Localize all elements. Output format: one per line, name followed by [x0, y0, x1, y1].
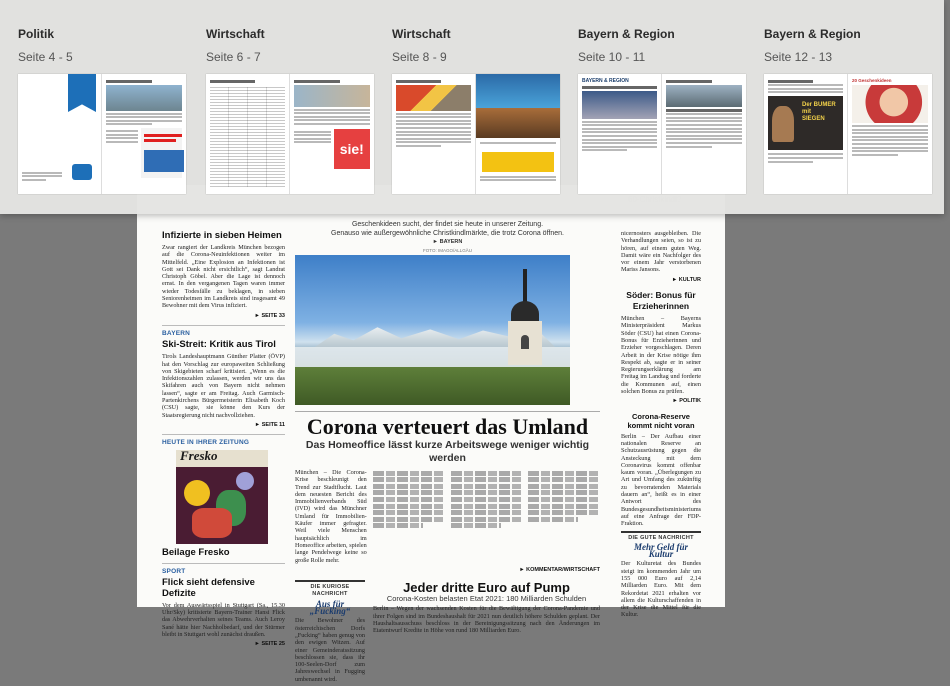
kurios-text: Die Bewohner des österreichischen Dorfs „Fucking“ haben genug von den ewigen Witzen. Auf einer Gemeinderatssitzung beschlossen sie, dass ihr 100-Seelen-Dorf zum Jahreswechsel in Fugging umbenannt wird. — [295, 617, 365, 683]
thumbnail-pages: Seite 10 - 11 — [578, 50, 646, 64]
thumbnail-image[interactable] — [18, 74, 186, 194]
thumbnail-image[interactable] — [392, 74, 560, 194]
main-subhead: Das Homeoffice lässt kurze Arbeitswege weniger wichtig werden — [305, 439, 590, 464]
thumb-bumer-line1: Der BUMER — [802, 102, 836, 109]
bayern-label: BAYERN — [162, 329, 191, 337]
ski-headline: Ski-Streit: Kritik aus Tirol — [162, 339, 276, 351]
right-column — [621, 230, 701, 622]
fresko-caption: Beilage Fresko — [162, 546, 230, 558]
thumbnail-title: Bayern & Region — [764, 27, 861, 41]
newspaper-page — [137, 185, 725, 683]
soeder-headline: Söder: Bonus für Erzieherinnen — [626, 290, 696, 312]
thumbnail-pages: Seite 12 - 13 — [764, 50, 833, 64]
reserve-headline: Corona-Reserve kommt nicht voran — [627, 411, 695, 430]
kultur-text: nicernosters ausgebleiben. Die Verhandlungen seien, so ist zu hören, auf einem guten Weg. Damit wäre ein Nachfolger des vor einem Jahr verstorbenen Mariss Jansons. — [621, 230, 701, 274]
thumbnail-bayern-12-13[interactable] — [764, 0, 950, 214]
thumbnail-title: Wirtschaft — [392, 27, 451, 41]
chapel-photo — [295, 255, 570, 405]
soeder-text: München – Bayerns Ministerpräsident Markus Söder (CSU) hat einen Corona-Bonus für Erzieherinnen und Erzieher vorgeschlagen. Deren Arbeit in der Krise nötige ihm Respekt ab, sagte er in seiner Regierungserklärung am Freitag im Landtag und forderte die Kommunen auf, einen solchen Bonus zu prüfen. — [621, 315, 701, 396]
thumb-right-badge: 20 Geschenkideen — [852, 78, 892, 83]
thumbnail-pages: Seite 6 - 7 — [206, 50, 261, 64]
caption-ref: BAYERN — [439, 239, 463, 245]
caption-line-2: Genauso wie außergewöhnliche Christkindlmärkte, die trotz Corona öffnen. — [331, 229, 564, 237]
center-column: Geschenkideen sucht, der findet sie heute in unserer Zeitung. Genauso wie außergewöhnliche Christkindlmärkte, die trotz Corona öffnen. ► BAYERN FOTO: IMAGO/ALLGÄU Corona verteuert das Umland Das Homeoffice lässt kurze Arbeitswege weniger wichtig werden München – Die Corona-Krise beschleunigt den Trend zur Stadtflucht. Laut dem neuesten Bericht des Immobilienverbands Süd (IVD) wird das Münchner Umland für Immobilien-Käufer immer gefragter. Weil viele Menschen hauptsächlich im Homeoffice arbeiten, spielen lange Pendelwege keine so große Rolle mehr. ► KOMMENTAR/WIRTSCHAFT DIE KURIOSE NACHRICHT Aus für „Fucking“ Die Bewohner des österreichischen Dorfs „Fucking“ haben genug von den ewigen Witzen. Auf einer Gemeinderatssitzung beschlossen sie, dass ihr 100-Seelen-Dorf zum Jahreswechsel in Fugging umbenannt wird. Jeder dritte Euro auf Pump Corona-Kosten belasten Etat 2021: 180 Milliarden Schulden Berlin – Wegen der wachsenden Kosten für die Bewältigung der Corona-Pandemie und ihrer Folgen sind im Bundeshaushalt für 2021 nun deutlich höhere Schulden geplant. Der Haushaltsausschuss beschloss in der Bereinigungssitzung nach den Änderungen im Etatentwurf Kredite in Höhe von rund 180 Milliarden Euro. — [295, 221, 600, 683]
kurios-title: Aus für „Fucking“ — [309, 598, 351, 617]
thumbnail-title: Politik — [18, 27, 55, 41]
ski-ref: ► SEITE 11 — [254, 421, 285, 428]
thumbnail-politik[interactable] — [18, 0, 204, 214]
thumbnail-pages: Seite 4 - 5 — [18, 50, 73, 64]
flick-ref: ► SEITE 25 — [254, 641, 285, 648]
heute-label: HEUTE IN IHRER ZEITUNG — [162, 439, 250, 447]
gute-text: Der Kulturetat des Bundes steigt im kommenden Jahr um 155 000 Euro auf 2,14 Milliarden Euro. Mit dem Rekordetat 2021 erhalten vor allem die Kulturschaffenden in der Krise die Mittel für die Kultur. — [621, 560, 701, 619]
kurios-label: DIE KURIOSE NACHRICHT — [295, 580, 365, 599]
thumb-bumer-line2: mit — [802, 109, 811, 116]
fresko-image — [176, 447, 268, 544]
left-column — [162, 230, 285, 649]
reserve-text: Berlin – Der Aufbau einer nationalen Reserve an Schutzausrüstung gegen die Ansteckung mit dem Coronavirus kommt offenbar kaum voran. „Überlegungen zu Art und Umfang des zukünftig zu bevorratenden Materials dauern an“, heißt es in einer Antwort des Bundesgesundheitsministeriums auf eine Anfrage der FDP-Fraktion. — [621, 432, 702, 528]
thumb-bayern-header: BAYERN & REGION — [582, 78, 629, 84]
thumbnail-title: Wirtschaft — [206, 27, 265, 41]
sport-label: SPORT — [162, 567, 186, 575]
thumbnail-wirtschaft-8-9[interactable] — [392, 0, 578, 214]
flick-headline: Flick sieht defensive Defizite — [162, 576, 255, 599]
main-body-text: München – Die Corona-Krise beschleunigt den Trend zur Stadtflucht. Laut dem neuesten Bericht des Immobilienverbands Süd (IVD) wird das Münchner Umland für Immobilien-Käufer immer gefragter. Weil viele Menschen hauptsächlich im Homeoffice arbeiten, spielen lange Pendelwege keine so große Rolle mehr. — [295, 469, 367, 564]
thumbnail-image[interactable] — [764, 74, 932, 194]
thumbnail-title: Bayern & Region — [578, 27, 675, 41]
thumbnail-pages: Seite 8 - 9 — [392, 50, 447, 64]
gute-label: DIE GUTE NACHRICHT — [621, 531, 701, 542]
thumb-bumer-line3: SIEGEN — [802, 116, 825, 123]
ski-text: Tirols Landeshauptmann Günther Platter (ÖVP) hat den Vorschlag zur europaweiten Schließung von Skigebieten scharf kritisiert. „Wenn es die Infektionszahlen zulassen, werden wir uns das Skifahren auch von Bayern nicht nehmen lassen“, sagte er am Freitag. Auch Garmisch-Partenkirchens Bürgermeisterin Elisabeth Koch (CSU) sagte, sie könne den Kurs der Staatsregierung nicht nachvollziehen. — [162, 353, 285, 419]
heimen-text: Zwar rangiert der Landkreis München bezogen auf die Corona-Neuinfektionen weiter im Mittelfeld. „Eine Explosion an Infektionen ist Gott sei Dank nicht ersichtlich“, sagt Landrat Christoph Göbel. Aber die Lage ist dennoch ernst. In den vergangenen Tagen waren immer wieder Todesfälle zu beklagen, in sieben Seniorenheimen im Landkreis sind insgesamt 49 Bewohner mit dem Virus infiziert. — [162, 244, 285, 310]
thumbnail-bayern-10-11[interactable] — [578, 0, 764, 214]
pump-text: Berlin – Wegen der wachsenden Kosten für die Bewältigung der Corona-Pandemie und ihrer Folgen sind im Bundeshaushalt für 2021 nun deutlich höhere Schulden geplant. Der Haushaltsausschuss beschloss in der Bereinigungssitzung nach den Änderungen im Etatentwurf Kredite in Höhe von rund 180 Milliarden Euro. — [373, 605, 600, 635]
caption-line-1: Geschenkideen sucht, der findet sie heute in unserer Zeitung. — [351, 221, 544, 228]
pump-headline: Jeder dritte Euro auf Pump — [403, 580, 570, 596]
main-body-ref: ► KOMMENTAR/WIRTSCHAFT — [519, 566, 600, 573]
main-headline: Corona verteuert das Umland — [306, 414, 589, 439]
heimen-ref: ► SEITE 33 — [254, 312, 285, 319]
photo-credit: FOTO: IMAGO/ALLGÄU — [423, 247, 472, 253]
thumbnail-image[interactable] — [578, 74, 746, 194]
flick-text: Vor dem Auswärtsspiel in Stuttgart (Sa., 15.30 Uhr/Sky) kritisierte Bayern-Trainer Hansi Flick das Abwehrverhalten seines Teams. Auch Leroy Sané hätte hier Nachholbedarf, und der Stürmer bleibt in Stuttgart wohl zunächst draußen. — [162, 601, 285, 639]
heimen-headline: Infizierte in sieben Heimen — [162, 230, 282, 241]
section-thumbnail-strip — [0, 0, 944, 214]
gute-title: Mehr Geld für Kultur — [633, 541, 688, 560]
thumbnail-image[interactable]: sie! — [206, 74, 374, 194]
pump-subhead: Corona-Kosten belasten Etat 2021: 180 Milliarden Schulden — [386, 594, 587, 604]
thumbnail-wirtschaft-6-7[interactable] — [206, 0, 392, 214]
fresko-logo: Fresko — [180, 447, 218, 463]
kultur-ref: ► KULTUR — [671, 276, 701, 283]
soeder-ref: ► POLITIK — [672, 398, 701, 405]
